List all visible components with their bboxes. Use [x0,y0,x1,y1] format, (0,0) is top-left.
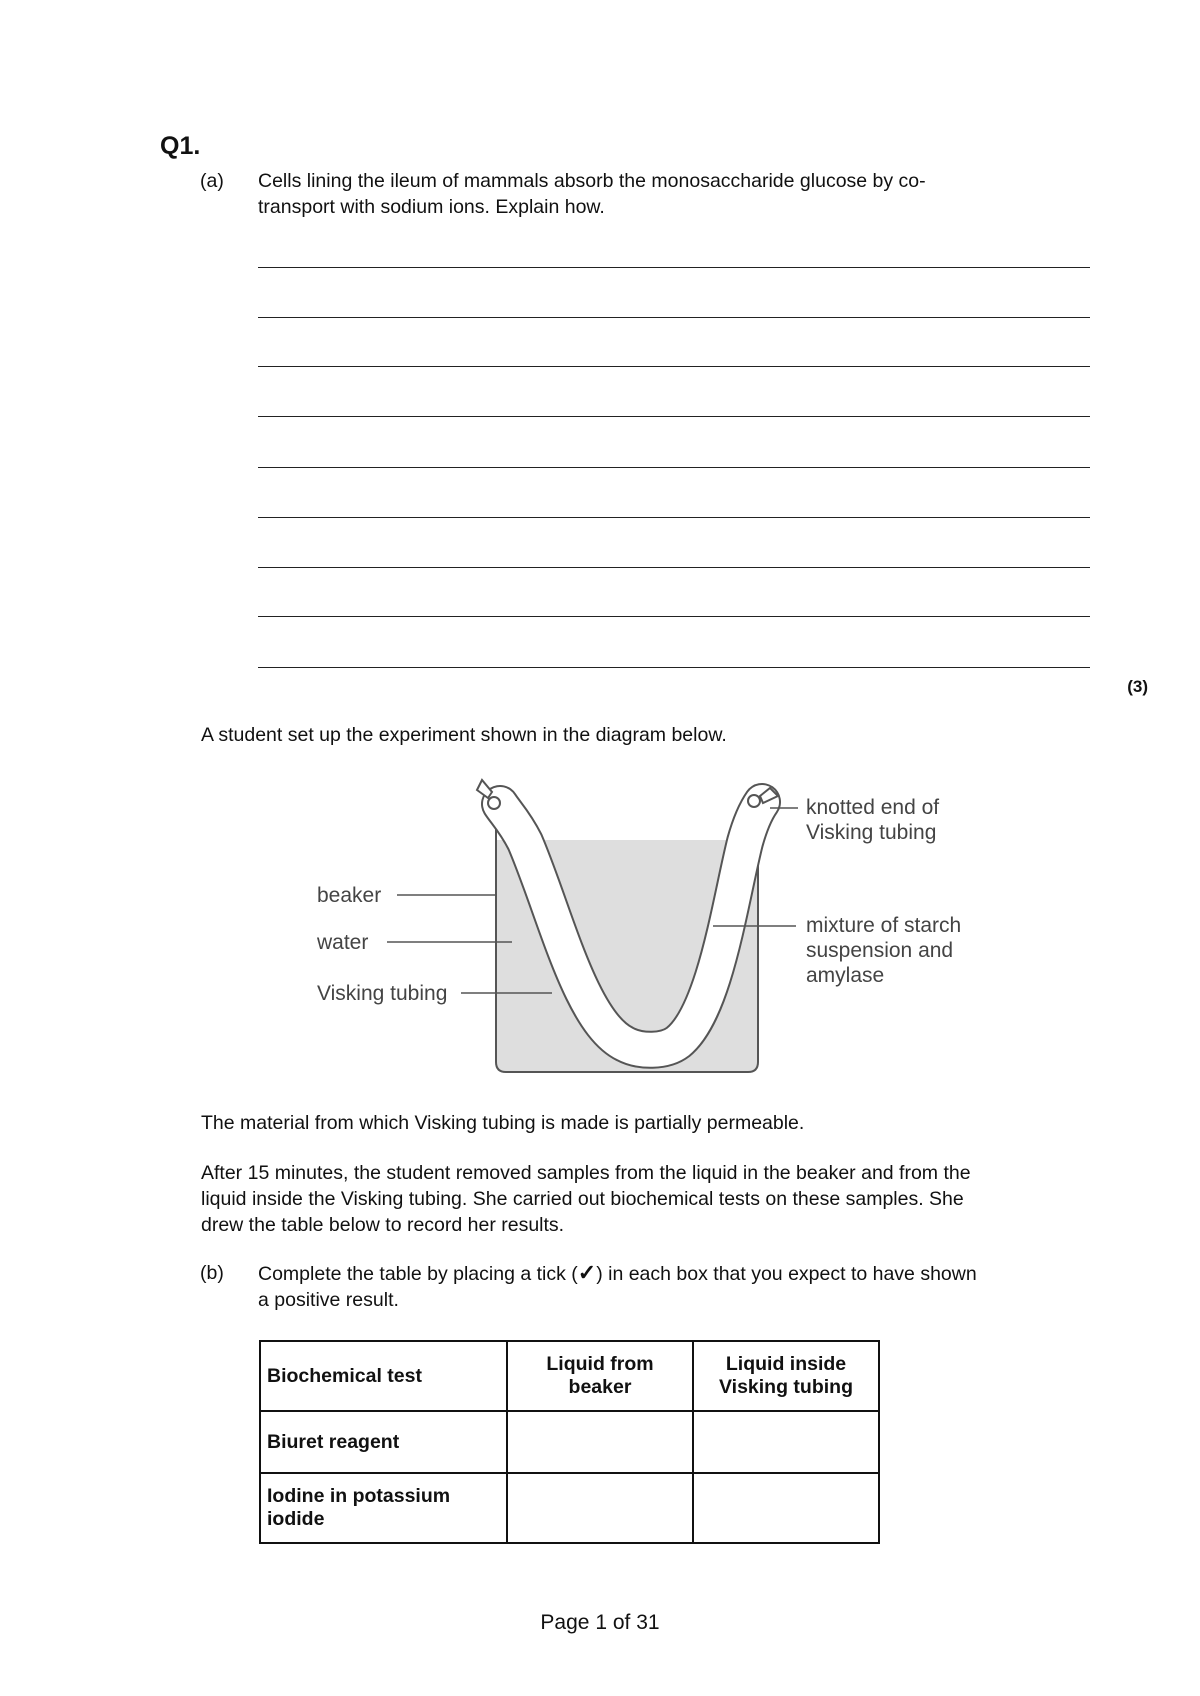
tick-icon: ✓ [577,1260,597,1285]
header-col3-line2: Visking tubing [719,1376,853,1398]
answer-cell-beaker[interactable] [507,1473,693,1543]
header-biochemical-test: Biochemical test [260,1341,507,1411]
permeability-text: The material from which Visking tubing is made is partially permeable. [201,1112,805,1134]
table-header-row [260,1341,879,1411]
footer-total-pages: 31 [636,1611,660,1634]
part-b-text-post: ) in each box that you expect to have shown [596,1263,977,1285]
label-knotted-line2: Visking tubing [806,821,937,844]
header-col2-line2: beaker [568,1376,632,1398]
answer-line[interactable] [258,416,1090,417]
part-b-text-line1 [258,1260,977,1287]
part-a-question [258,168,926,220]
part-b-question [258,1260,977,1313]
row-test-line2: iodide [267,1508,325,1530]
part-a-text-line1: Cells lining the ileum of mammals absorb the monosaccharide glucose by co- [258,170,926,192]
right-knot [748,795,760,807]
procedure-line2: liquid inside the Visking tubing. She carried out biochemical tests on these samples. She [201,1188,964,1210]
answer-line[interactable] [258,267,1090,268]
procedure-text [201,1160,971,1238]
marks-indicator: (3) [1127,677,1148,696]
page-footer [0,1611,1200,1635]
footer-of-word: of [612,1611,631,1634]
answer-line[interactable] [258,467,1090,468]
answer-cell-tubing[interactable] [693,1411,879,1473]
footer-page-word: Page [540,1611,590,1634]
intro-text: A student set up the experiment shown in the diagram below. [201,724,727,746]
procedure-line3: drew the table below to record her results. [201,1214,565,1236]
question-number: Q1. [160,132,201,160]
label-visking: Visking tubing [317,982,448,1005]
left-knot-end [477,780,492,798]
row-test-name [260,1473,507,1543]
answer-line[interactable] [258,366,1090,367]
row-test-name [260,1411,507,1473]
answer-cell-tubing[interactable] [693,1473,879,1543]
row-test-line1: Biuret reagent [267,1430,400,1453]
part-b-text-pre: Complete the table by placing a tick ( [258,1263,578,1285]
part-b-label: (b) [200,1262,224,1284]
part-b-text-line2: a positive result. [258,1289,399,1311]
answer-line[interactable] [258,517,1090,518]
results-table [259,1340,880,1544]
header-col3-line1: Liquid inside [725,1353,847,1375]
answer-line[interactable] [258,317,1090,318]
label-water: water [317,931,369,954]
row-test-line1: Iodine in potassium [267,1485,451,1507]
label-mixture-line3: amylase [806,964,885,987]
table-row [260,1473,879,1543]
part-a-text-line2: transport with sodium ions. Explain how. [258,196,605,218]
experiment-diagram [300,772,1000,1082]
answer-cell-beaker[interactable] [507,1411,693,1473]
left-knot [488,797,500,809]
header-liquid-from-beaker [507,1341,693,1411]
label-knotted-line1: knotted end of [806,796,940,819]
answer-line[interactable] [258,567,1090,568]
table-row [260,1411,879,1473]
footer-page-number: 1 [595,1611,607,1634]
procedure-line1: After 15 minutes, the student removed samples from the liquid in the beaker and from the [201,1162,971,1184]
answer-line[interactable] [258,667,1090,668]
label-mixture-line1: mixture of starch [806,914,962,937]
part-a-label: (a) [200,170,224,192]
header-col2-line1: Liquid from [546,1353,654,1375]
header-liquid-inside-tubing [693,1341,879,1411]
label-beaker: beaker [317,884,382,907]
answer-line[interactable] [258,616,1090,617]
label-mixture-line2: suspension and [806,939,954,962]
